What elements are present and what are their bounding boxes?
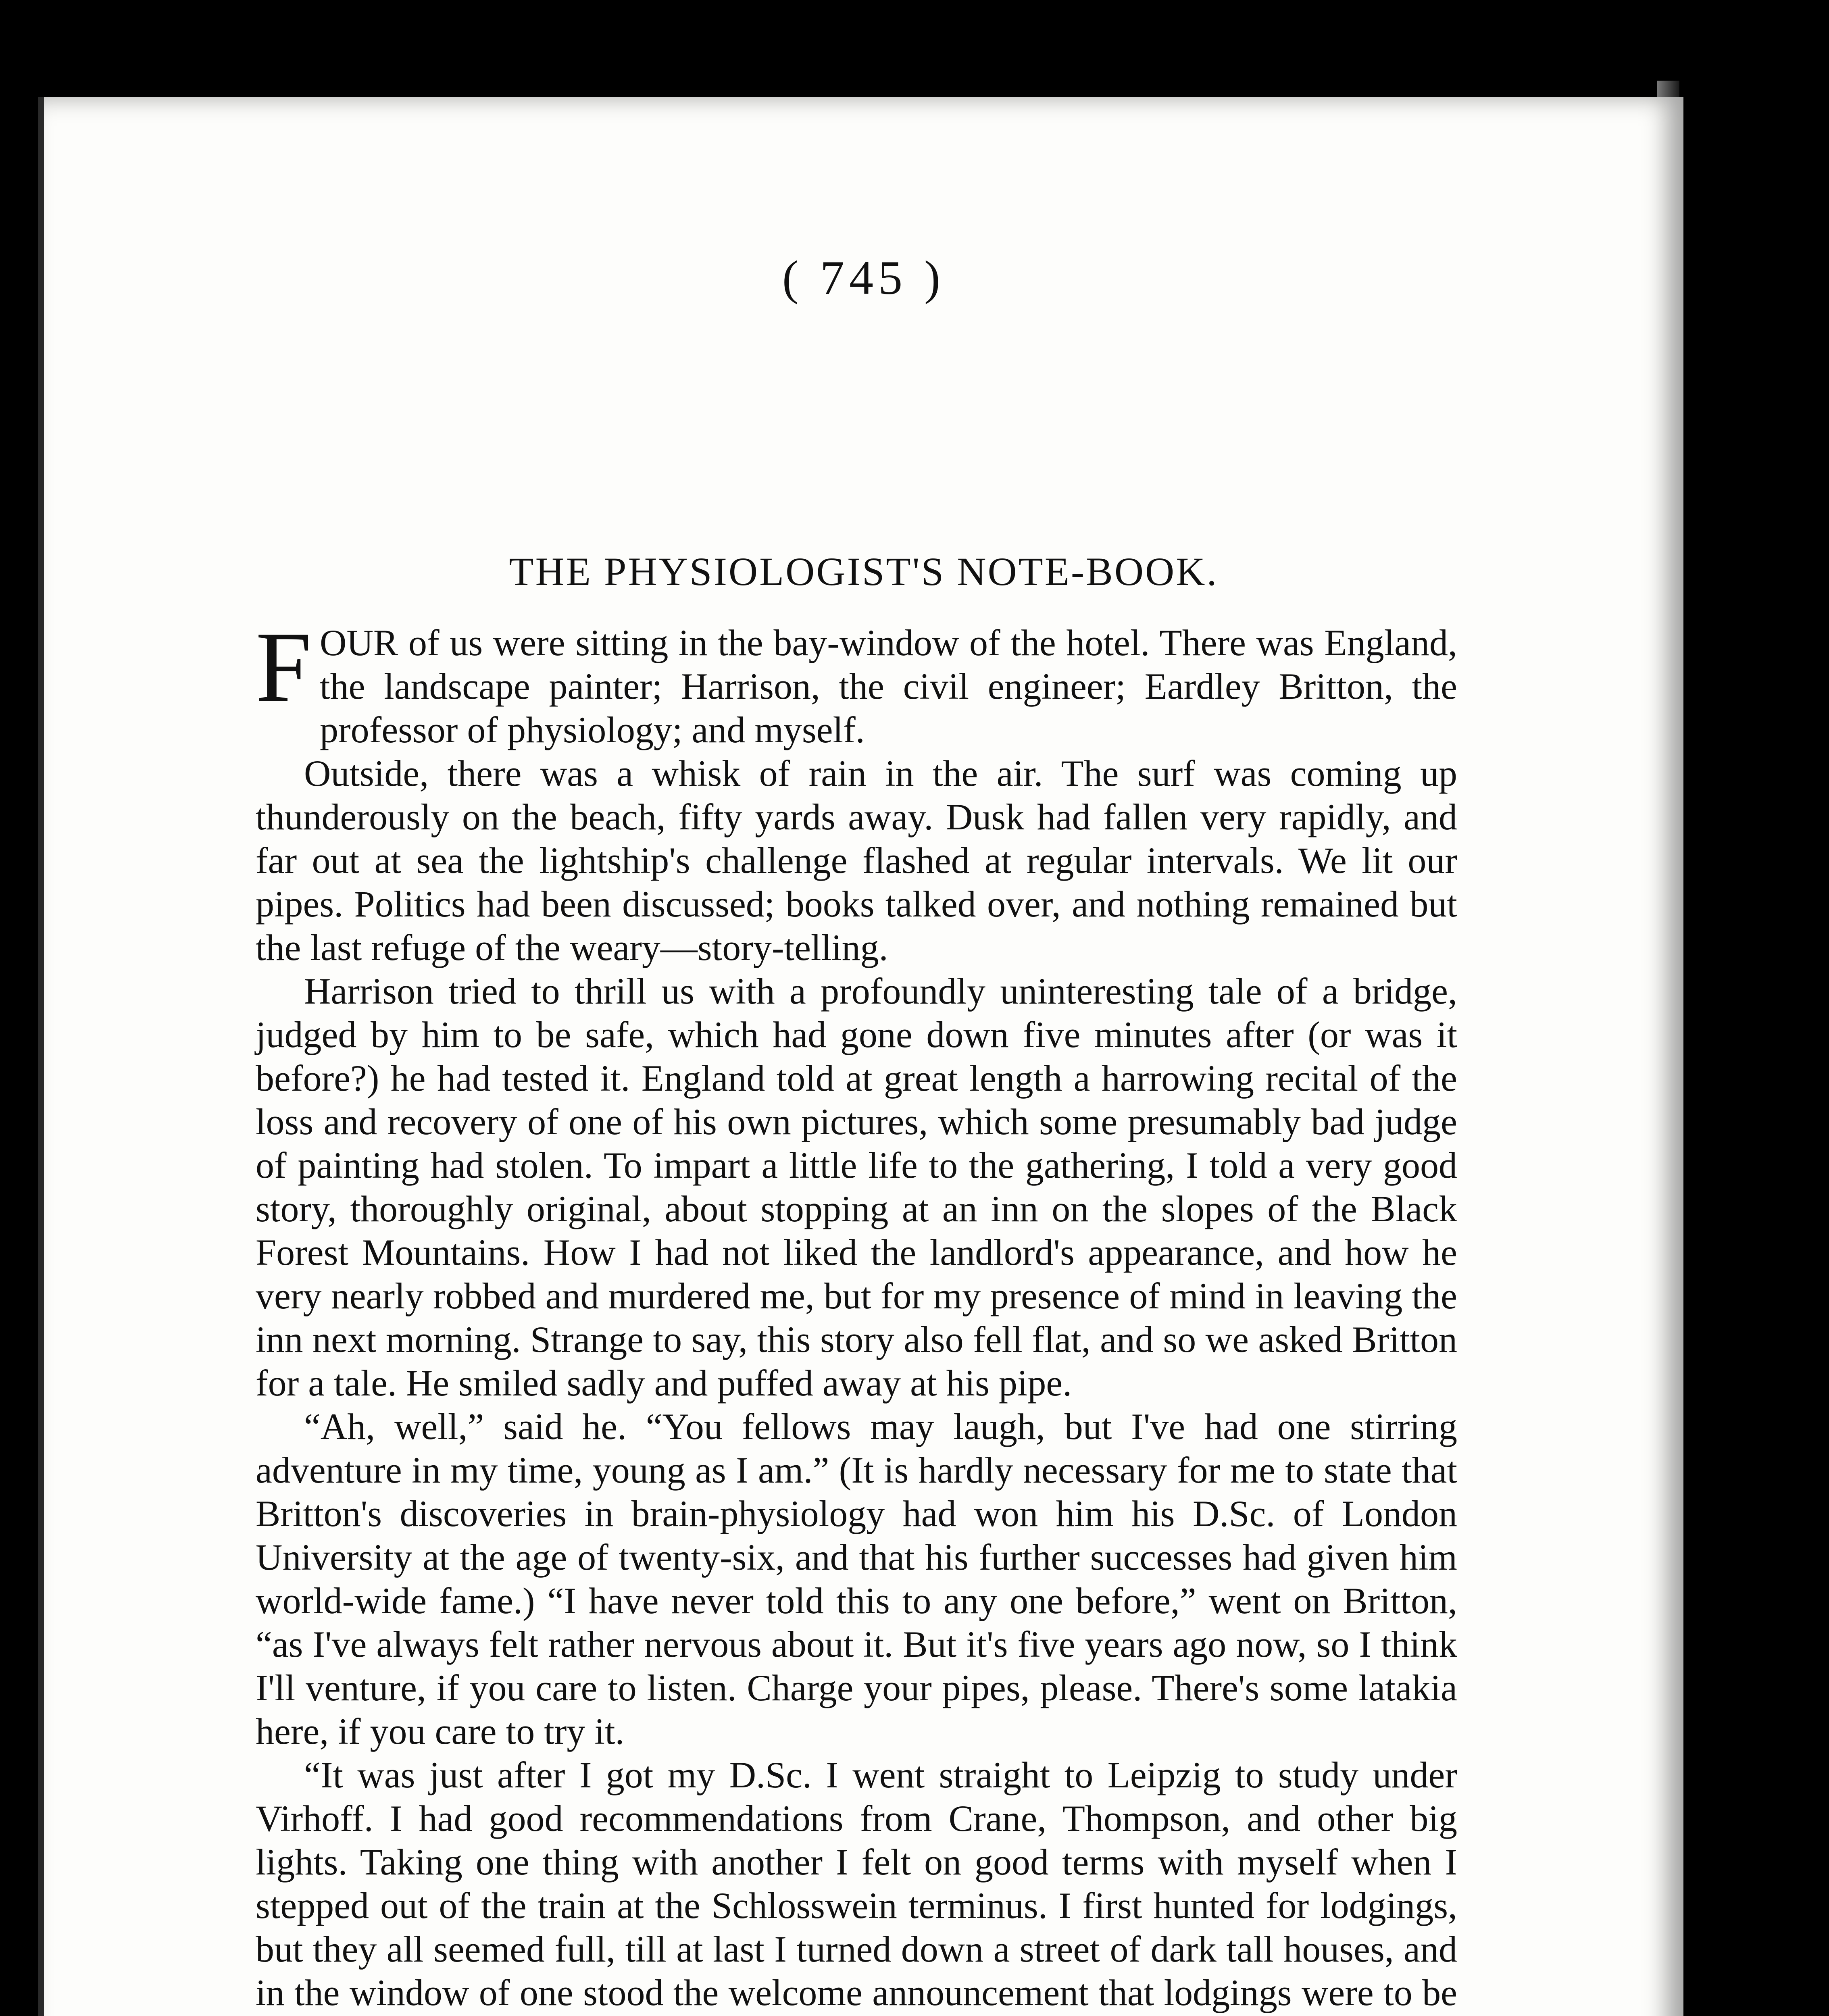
paragraph-5: “It was just after I got my D.Sc. I went straight to Leipzig to study under Virhoff. I had good recommendations from Crane, Thompson, and other big lights. Taking one thing with another I felt on good terms with myself when I stepped out of the train at the Schlosswein terminus. I first hunted for lodgings, but they all seemed full, till at last I turned down a street of dark tall houses, and in the window of one stood the welcome announcement that lodgings were to be [256, 1754, 1457, 2013]
drop-cap: F [256, 611, 312, 723]
chapter-title: THE PHYSIOLOGIST'S NOTE-BOOK. [509, 549, 1219, 594]
paragraph-4: “Ah, well,” said he. “You fellows may laugh, but I've had one stirring adventure in my time, young as I am.” (It is hardly necessary for me to state that Britton's discoveries in brain-physiology had won him his D.Sc. of London University at the age of twenty-six, and that his further successes had given him world-wide fame.) “I have never told this to any one before,” went on Britton, “as I've always felt rather nervous about it. But it's five years ago now, so I think I'll venture, if you care to listen. Charge your pipes, please. There's some latakia here, if you care to try it. [256, 1406, 1457, 1752]
paragraph-1 [256, 611, 1457, 752]
body-text [256, 611, 1457, 2016]
paragraph-1-text: OUR of us were sitting in the bay-window of the hotel. There was England, the landscape painter; Harrison, the civil engineer; Eardley Britton, the professor of physiology; and myself. [320, 622, 1457, 750]
book-page [38, 97, 1683, 2016]
paragraph-2: Outside, there was a whisk of rain in the air. The surf was coming up thunderously on the beach, fifty yards away. Dusk had fallen very rapidly, and far out at sea the lightship's challenge flashed at regular intervals. We lit our pipes. Politics had been discussed; books talked over, and nothing remained but the last refuge of the weary—story-telling. [256, 753, 1457, 968]
page-number: ( 745 ) [782, 251, 945, 304]
paragraph-3: Harrison tried to thrill us with a profoundly uninteresting tale of a bridge, judged by him to be safe, which had gone down five minutes after (or was it before?) he had tested it. England told at great length a harrowing recital of the loss and recovery of one of his own pictures, which some presumably bad judge of painting had stolen. To impart a little life to the gathering, I told a very good story, thoroughly original, about stopping at an inn on the slopes of the Black Forest Mountains. How I had not liked the landlord's appearance, and how he very nearly robbed and murdered me, but for my presence of mind in leaving the inn next morning. Strange to say, this story also fell flat, and so we asked Britton for a tale. He smiled sadly and puffed away at his pipe. [256, 971, 1457, 1404]
